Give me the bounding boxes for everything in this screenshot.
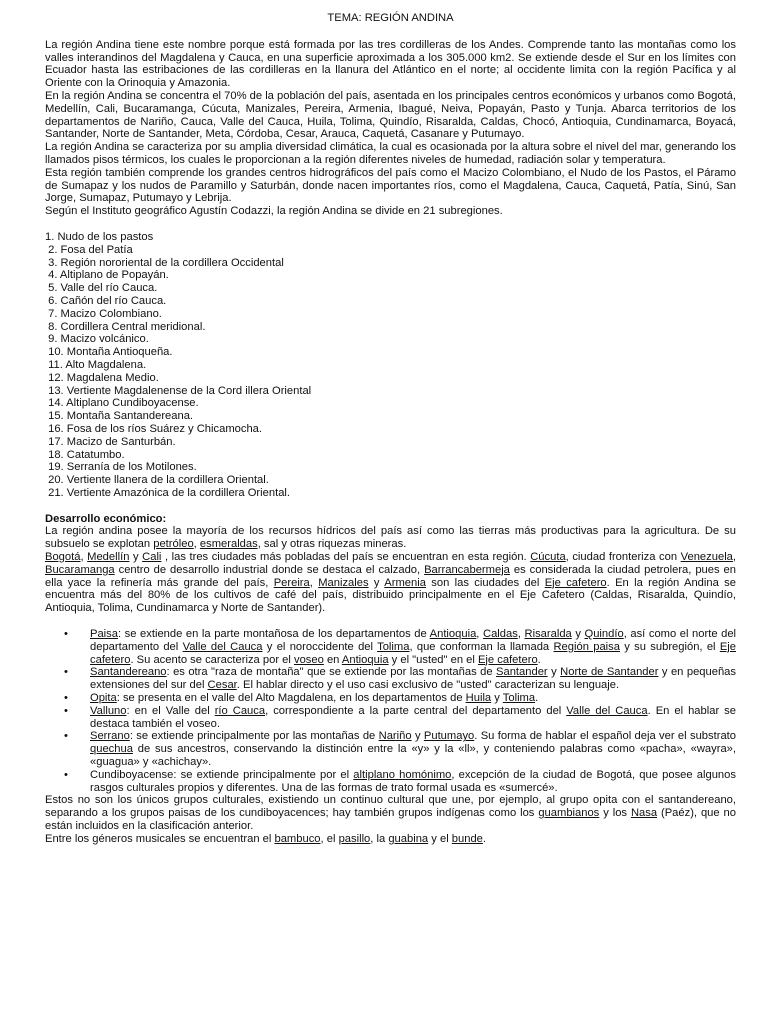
closing-paragraph bbox=[45, 794, 736, 832]
text: , bbox=[517, 628, 525, 641]
link-quechua[interactable]: quechua bbox=[90, 743, 133, 756]
list-item bbox=[90, 705, 736, 731]
text: de sus ancestros, conservando la distinción entre la «y» y la «ll», y conteniendo palabras como «pacha», «wayra», «guagua» y «achichay». bbox=[90, 743, 736, 769]
text: , bbox=[732, 551, 737, 564]
subregion-item: 6. Cañón del río Cauca. bbox=[45, 294, 167, 307]
link-bucaramanga[interactable]: Bucaramanga bbox=[45, 563, 115, 576]
text: . bbox=[535, 692, 539, 705]
subregion-item: 13. Vertiente Magdalenense de la Cord illera Oriental bbox=[45, 384, 312, 397]
text: . En el hablar se destaca también el voseo. bbox=[90, 704, 736, 730]
subregion-item: 8. Cordillera Central meridional. bbox=[45, 320, 206, 333]
text: : se presenta en el valle del Alto Magdalena, en los departamentos de bbox=[116, 692, 466, 705]
link-cali[interactable]: Cali bbox=[142, 551, 162, 564]
text: Estos no son los únicos grupos culturales, existiendo un continuo cultural que une, por ejemplo, al grupo opita con el santandereano, separando a los grupos paisas de los cundiboyacences; hay también grupos indígenas como los bbox=[45, 794, 736, 820]
text: , ciudad fronteriza con bbox=[565, 551, 681, 564]
cultural-groups-list bbox=[45, 628, 736, 794]
text: : se extiende en la parte montañosa de los departamentos de bbox=[118, 628, 430, 641]
link-antioquia[interactable]: Antioquia bbox=[429, 628, 477, 641]
link-altiplano-homonimo[interactable]: altiplano homónimo bbox=[353, 768, 452, 781]
text: , correspondiente a la parte central del departamento del bbox=[265, 704, 567, 717]
subregion-item: 20. Vertiente llanera de la cordillera Oriental. bbox=[45, 474, 269, 487]
link-petroleo[interactable]: petróleo bbox=[153, 538, 194, 551]
intro-paragraph: La región Andina tiene este nombre porque está formada por las tres cordilleras de los Andes. Comprende tanto las montañas como los valles interandinos del Magdalena y Cauca, en una superficie aproximada a los 305.000 km2. Se extiende desde el Sur en los límites con Ecuador hasta las estribaciones de las cordilleras en la llanura del Atlántico en el norte; al occidente limita con la región Pacífica y al Oriente con la Orinoquia y Amazonia. bbox=[45, 38, 736, 90]
link-valle-del-cauca[interactable]: Valle del Cauca bbox=[566, 704, 648, 717]
text: : se extiende principalmente por el bbox=[173, 768, 354, 781]
intro-section bbox=[45, 39, 736, 218]
link-caldas[interactable]: Caldas bbox=[482, 628, 518, 641]
text: . El hablar directo y el uso casi exclusivo de "usted" caracterizan su lenguaje. bbox=[236, 679, 620, 692]
link-serrano[interactable]: Serrano bbox=[90, 730, 130, 743]
link-medellin[interactable]: Medellín bbox=[87, 551, 130, 564]
link-eje-cafetero[interactable]: Eje cafetero bbox=[544, 576, 607, 589]
text: . Su forma de hablar el español deja ver el substrato bbox=[474, 730, 736, 743]
link-guambianos[interactable]: guambianos bbox=[538, 807, 600, 820]
text: y bbox=[368, 576, 385, 589]
subregion-item: 2. Fosa del Patía bbox=[45, 243, 133, 256]
text: , bbox=[309, 576, 319, 589]
link-guabina[interactable]: guabina bbox=[388, 832, 429, 845]
subregion-item: 12. Magdalena Medio. bbox=[45, 371, 159, 384]
text: (Paéz), que no están incluidos en la clasificación anterior. bbox=[45, 807, 736, 833]
text: , la bbox=[370, 832, 389, 845]
list-item bbox=[90, 769, 736, 795]
link-valle-del-cauca[interactable]: Valle del Cauca bbox=[182, 640, 263, 653]
text: . En la región Andina se encuentra más del 80% de los cultivos de café del país, distribuido principalmente en el Eje Cafetero (Caldas, Risaralda, Quindío, Antioquia, Tolima, Cundinamarca y Norte de Santander). bbox=[45, 576, 736, 615]
group-name: Cundiboyacense bbox=[90, 768, 174, 781]
link-esmeraldas[interactable]: esmeraldas bbox=[199, 538, 258, 551]
text: y bbox=[491, 692, 503, 705]
link-barrancabermeja[interactable]: Barrancabermeja bbox=[424, 563, 510, 576]
text: y bbox=[411, 730, 424, 743]
subregion-item: 9. Macizo volcánico. bbox=[45, 333, 149, 346]
subregion-item: 7. Macizo Colombiano. bbox=[45, 307, 162, 320]
text: y el noroccidente del bbox=[262, 640, 378, 653]
intro-paragraph: Esta región también comprende los grandes centros hidrográficos del país como el Macizo Colombiano, el Nudo de los Pastos, el Páramo de Sumapaz y los nudos de Paramillo y Saturbán, donde nacen importantes ríos, como el Magdalena, Cauca, Caquetá, Patía, Sinú, San Jorge, Sumapaz, Putumayo y Lebrija. bbox=[45, 166, 736, 205]
text: , bbox=[80, 551, 88, 564]
text: , excepción de la ciudad de Bogotá, que posee algunos rasgos culturales propios y diferentes. Una de las formas de trato formal usada es «sumercé». bbox=[90, 768, 736, 794]
cities-paragraph bbox=[45, 551, 736, 615]
subregion-item: 14. Altiplano Cundiboyacense. bbox=[45, 397, 199, 410]
text: y el "usted" en el bbox=[388, 653, 478, 666]
list-item bbox=[90, 692, 736, 705]
text: , el bbox=[320, 832, 339, 845]
text: , bbox=[193, 538, 200, 551]
link-venezuela[interactable]: Venezuela bbox=[680, 551, 733, 564]
link-tolima[interactable]: Tolima bbox=[377, 640, 410, 653]
link-norte-de-santander[interactable]: Norte de Santander bbox=[560, 666, 659, 679]
text: en bbox=[323, 653, 342, 666]
subregion-item: 10. Montaña Antioqueña. bbox=[45, 346, 173, 359]
link-nasa[interactable]: Nasa bbox=[630, 807, 658, 820]
subregion-item: 15. Montaña Santandereana. bbox=[45, 410, 194, 423]
link-region-paisa[interactable]: Región paisa bbox=[553, 640, 620, 653]
link-bogota[interactable]: Bogotá bbox=[45, 551, 81, 564]
text: , las tres ciudades más pobladas del país se encuentran en esta región. bbox=[161, 551, 531, 564]
text: y el bbox=[428, 832, 452, 845]
link-pasillo[interactable]: pasillo bbox=[338, 832, 371, 845]
subregion-item: 18. Catatumbo. bbox=[45, 448, 125, 461]
link-manizales[interactable]: Manizales bbox=[318, 576, 369, 589]
page-title: TEMA: REGIÓN ANDINA bbox=[327, 12, 454, 24]
section-heading: Desarrollo económico: bbox=[45, 512, 167, 525]
econ-paragraph bbox=[45, 525, 736, 551]
link-huila[interactable]: Huila bbox=[465, 692, 492, 705]
intro-paragraph: Según el Instituto geográfico Agustín Codazzi, la región Andina se divide en 21 subregiones. bbox=[45, 205, 503, 218]
text: . bbox=[537, 653, 541, 666]
text: es considerada la ciudad petrolera, pues en ella yace la refinería más grande del país, bbox=[45, 563, 736, 589]
link-opita[interactable]: Opita bbox=[90, 692, 117, 705]
link-eje-cafetero[interactable]: Eje cafetero bbox=[477, 653, 538, 666]
text: y en pequeñas extensiones del sur del bbox=[90, 666, 736, 692]
link-risaralda[interactable]: Risaralda bbox=[524, 628, 572, 641]
link-tolima[interactable]: Tolima bbox=[502, 692, 536, 705]
list-item bbox=[90, 730, 736, 768]
text: : se extiende principalmente por las montañas de bbox=[129, 730, 379, 743]
list-item bbox=[90, 628, 736, 666]
link-quindio[interactable]: Quindío bbox=[584, 628, 624, 641]
subregion-list bbox=[45, 231, 736, 500]
text: . Su acento se caracteriza por el bbox=[130, 653, 294, 666]
text: , bbox=[476, 628, 483, 641]
text: centro de desarrollo industrial donde se destaca el calzado, bbox=[114, 563, 425, 576]
link-bambuco[interactable]: bambuco bbox=[274, 832, 321, 845]
text: y su subregión, el bbox=[619, 640, 720, 653]
subregion-item: 4. Altiplano de Popayán. bbox=[45, 269, 169, 282]
text: Entre los géneros musicales se encuentran el bbox=[45, 832, 275, 845]
subregion-item: 21. Vertiente Amazónica de la cordillera Oriental. bbox=[45, 486, 291, 499]
link-putumayo[interactable]: Putumayo bbox=[423, 730, 475, 743]
link-valluno[interactable]: Valluno bbox=[90, 704, 127, 717]
link-cucuta[interactable]: Cúcuta bbox=[530, 551, 566, 564]
intro-paragraph: En la región Andina se concentra el 70% de la población del país, asentada en los principales centros económicos y urbanos como Bogotá, Medellín, Cali, Bucaramanga, Cúcuta, Manizales, Pereira, Armenia, Ibagué, Neiva, Popayán, Pasto y Tunja. Abarca territorios de los departamentos de Nariño, Cauca, Valle del Cauca, Huila, Tolima, Quindío, Risaralda, Caldas, Chocó, Antioquia, Cundinamarca, Boyacá, Santander, Norte de Santander, Meta, Córdoba, Cesar, Arauca, Caquetá, Casanare y Putumayo. bbox=[45, 89, 736, 141]
text: , así como el norte del departamento del bbox=[90, 628, 737, 653]
link-eje-cafetero[interactable]: Eje cafetero bbox=[90, 640, 737, 666]
text: La región andina posee la mayoría de los recursos hídricos del país así como las tierras más productivas para la agricultura. De su subsuelo se explotan bbox=[45, 525, 736, 551]
text: , sal y otras riquezas mineras. bbox=[257, 538, 407, 551]
text: y bbox=[129, 551, 143, 564]
subregion-item: 1. Nudo de los pastos bbox=[45, 230, 154, 243]
link-armenia[interactable]: Armenia bbox=[384, 576, 426, 589]
subregion-item: 5. Valle del río Cauca. bbox=[45, 282, 158, 295]
link-antioquia[interactable]: Antioquia bbox=[341, 653, 389, 666]
music-paragraph bbox=[45, 833, 736, 846]
subregion-item: 19. Serranía de los Motilones. bbox=[45, 461, 197, 474]
subregion-item: 16. Fosa de los ríos Suárez y Chicamocha. bbox=[45, 422, 263, 435]
intro-paragraph: La región Andina se caracteriza por su amplia diversidad climática, la cual es ocasionada por la altura sobre el nivel del mar, generando los llamados pisos térmicos, los cuales le proporcionan a la región diferentes niveles de humedad, radiación solar y temperatura. bbox=[45, 141, 736, 166]
link-santandereano[interactable]: Santandereano bbox=[90, 666, 167, 679]
link-santander[interactable]: Santander bbox=[496, 666, 548, 679]
text: y bbox=[571, 628, 585, 641]
link-narino[interactable]: Nariño bbox=[378, 730, 412, 743]
link-voseo[interactable]: voseo bbox=[293, 653, 324, 666]
link-cesar[interactable]: Cesar bbox=[207, 679, 237, 692]
subregion-item: 3. Región nororiental de la cordillera Occidental bbox=[45, 256, 284, 269]
link-bunde[interactable]: bunde bbox=[451, 832, 483, 845]
subregion-item: 11. Alto Magdalena. bbox=[45, 358, 147, 371]
text: . bbox=[482, 832, 487, 845]
text: son las ciudades del bbox=[425, 576, 545, 589]
text: y bbox=[547, 666, 561, 679]
list-item bbox=[90, 666, 736, 692]
text: , que conforman la llamada bbox=[409, 640, 554, 653]
link-pereira[interactable]: Pereira bbox=[273, 576, 310, 589]
link-rio-cauca[interactable]: río Cauca bbox=[214, 704, 266, 717]
subregion-item: 17. Macizo de Santurbán. bbox=[45, 435, 176, 448]
text: : es otra "raza de montaña" que se extiende por las montañas de bbox=[166, 666, 497, 679]
text: y los bbox=[599, 807, 631, 820]
link-paisa[interactable]: Paisa bbox=[90, 628, 118, 641]
text: : en el Valle del bbox=[126, 704, 215, 717]
